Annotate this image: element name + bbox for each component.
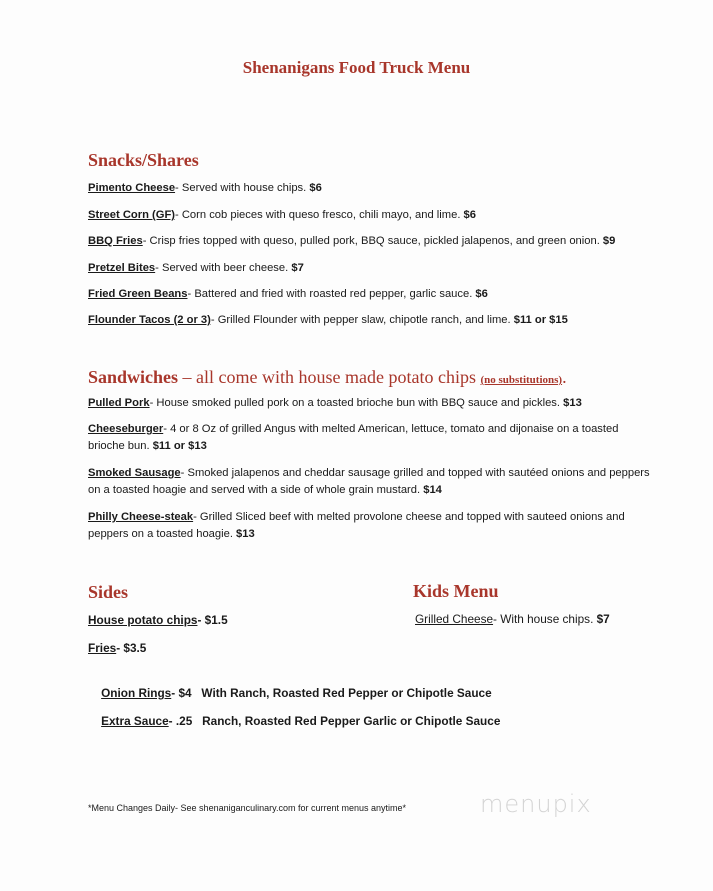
menu-item [88, 286, 488, 303]
item-desc: - $3.5 [116, 641, 147, 655]
item-desc: - 4 or 8 Oz of grilled Angus with melted American, lettuce, tomato and dijonaise on a toasted brioche bun. [88, 423, 619, 452]
item-name: Pulled Pork [88, 397, 150, 409]
menupix-watermark: menupix [480, 790, 592, 818]
menu-item [88, 180, 322, 197]
item-price: $7 [291, 262, 304, 274]
side-item [88, 696, 500, 747]
menu-item [88, 233, 615, 250]
menu-item [88, 395, 582, 412]
menu-item [88, 260, 304, 277]
item-name: Fried Green Beans [88, 288, 188, 300]
item-name: Fries [88, 641, 117, 655]
item-desc: - With house chips. [493, 612, 597, 626]
item-name: Extra Sauce [101, 714, 169, 728]
menu-item [88, 312, 568, 329]
item-price: $6 [475, 288, 488, 300]
no-substitutions-note: (no substitutions) [480, 374, 563, 386]
kids-heading: Kids Menu [413, 581, 499, 601]
item-desc: - $4 With Ranch, Roasted Red Pepper or Chipotle Sauce [171, 686, 492, 700]
sandwiches-heading [88, 367, 567, 388]
item-name: BBQ Fries [88, 235, 143, 247]
item-name: Cheeseburger [88, 423, 164, 435]
item-price: $7 [596, 612, 610, 626]
item-price: $14 [423, 484, 442, 496]
item-desc: - Grilled Flounder with pepper slaw, chipotle ranch, and lime. [210, 314, 514, 326]
side-item [88, 640, 146, 657]
item-name: House potato chips [88, 613, 198, 627]
kids-item [415, 611, 610, 628]
sandwiches-subheading: – all come with house made potato chips [178, 367, 481, 387]
menu-item [88, 207, 476, 224]
item-name: Onion Rings [101, 686, 172, 700]
item-name: Smoked Sausage [88, 467, 181, 479]
sandwiches-heading-tail: . [562, 367, 567, 387]
menu-title: Shenanigans Food Truck Menu [242, 58, 471, 77]
item-desc: - Smoked jalapenos and cheddar sausage grilled and topped with sautéed onions and peppers on a toasted hoagie and served with a side of whole grain mustard. [88, 467, 650, 496]
item-name: Grilled Cheese [415, 612, 494, 626]
item-price: $13 [563, 397, 582, 409]
item-desc: - $1.5 [197, 613, 228, 627]
item-name: Pimento Cheese [88, 182, 176, 194]
item-name: Flounder Tacos (2 or 3) [88, 314, 211, 326]
side-item [88, 612, 228, 629]
menu-item [88, 509, 653, 543]
item-desc: - Served with house chips. [175, 182, 310, 194]
item-price: $6 [463, 209, 476, 221]
footer-note: *Menu Changes Daily- See shenaniganculinary.com for current menus anytime* [88, 803, 406, 813]
item-desc: - .25 Ranch, Roasted Red Pepper Garlic or Chipotle Sauce [168, 714, 501, 728]
snacks-heading: Snacks/Shares [88, 150, 199, 170]
item-price: $11 or $13 [152, 440, 207, 452]
menu-item [88, 465, 653, 499]
item-price: $13 [236, 528, 255, 540]
menu-item [88, 421, 648, 455]
item-desc: - Corn cob pieces with queso fresco, chili mayo, and lime. [175, 209, 464, 221]
item-desc: - Battered and fried with roasted red pepper, garlic sauce. [187, 288, 476, 300]
item-name: Philly Cheese-steak [88, 511, 194, 523]
item-desc: - Crisp fries topped with queso, pulled pork, BBQ sauce, pickled jalapenos, and green onion. [142, 235, 603, 247]
item-name: Pretzel Bites [88, 262, 156, 274]
sides-heading: Sides [88, 582, 129, 602]
item-price: $11 or $15 [513, 314, 568, 326]
item-desc: - House smoked pulled pork on a toasted brioche bun with BBQ sauce and pickles. [149, 397, 564, 409]
item-name: Street Corn (GF) [88, 209, 176, 221]
item-desc: - Served with beer cheese. [155, 262, 292, 274]
item-desc: - Grilled Sliced beef with melted provolone cheese and topped with sauteed onions and peppers on a toasted hoagie. [88, 511, 625, 540]
sandwiches-title: Sandwiches [88, 367, 179, 387]
item-price: $6 [309, 182, 322, 194]
item-price: $9 [602, 235, 616, 247]
